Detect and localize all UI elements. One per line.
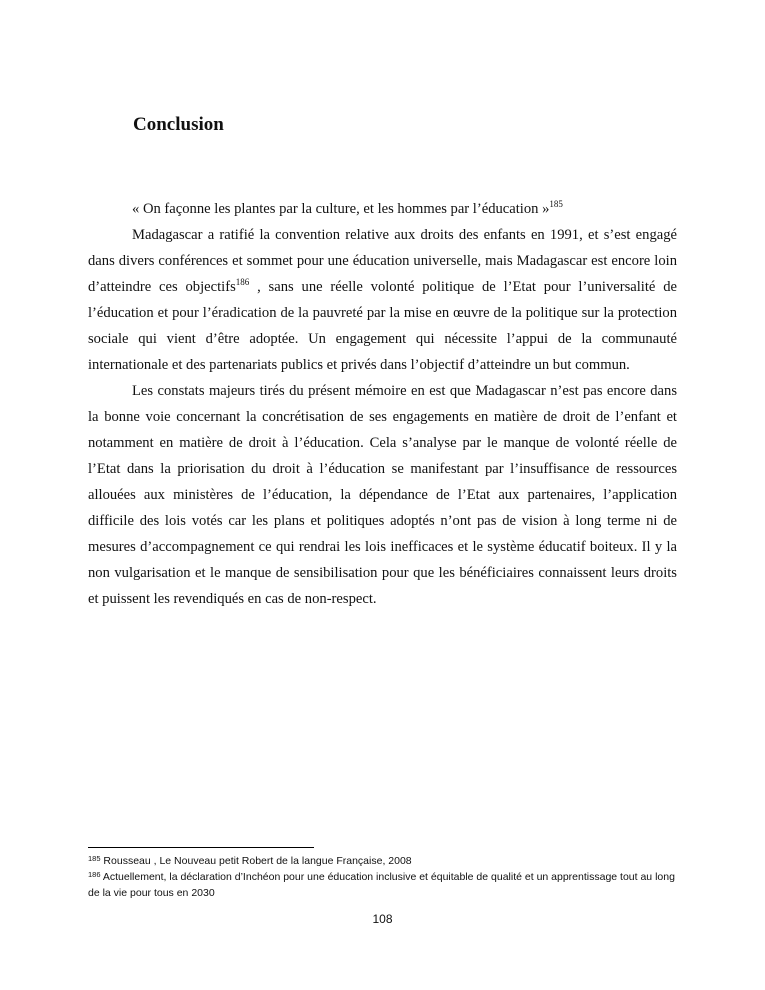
quote-text: « On façonne les plantes par la culture, et les hommes par l’éducation »	[132, 201, 550, 217]
footnote-text: Actuellement, la déclaration d’Inchéon pour une éducation inclusive et équitable de qualité et un apprentissage tout au long de la vie pour tous en 2030	[88, 871, 675, 899]
footnote-number: 186	[88, 870, 101, 879]
body-text	[88, 196, 677, 612]
footnotes	[88, 853, 680, 901]
footnote-ref-186[interactable]: 186	[235, 277, 250, 287]
footnote-ref-185[interactable]: 185	[549, 199, 563, 209]
section-heading: Conclusion	[133, 114, 224, 135]
footnote-186	[88, 869, 680, 901]
footnote-185	[88, 853, 680, 869]
footnote-number: 185	[88, 854, 101, 863]
paragraph-1-part-1: Madagascar a ratifié la convention relative aux droits des enfants en 1991, et s’est engagé dans divers conférences et sommet pour une éducation universelle, mais Madagascar est encore loin d’atteindre ces objectifs	[88, 227, 677, 295]
paragraph-2: Les constats majeurs tirés du présent mémoire en est que Madagascar n’est pas encore dans la bonne voie concernant la concrétisation de ses engagements en matière de droit de l’enfant et notamment en matière de droit à l’éducation. Cela s’analyse par le manque de volonté réelle de l’Etat dans la priorisation du droit à l’éducation se manifestant par l’insuffisance de ressources allouées aux ministères de l’éducation, la dépendance de l’Etat aux partenaires, l’application difficile des lois votés car les plans et politiques adoptés n’ont pas de vision à long terme ni de mesures d’accompagnement ce qui rendrai les lois inefficaces et le système éducatif boiteux. Il y la non vulgarisation et le manque de sensibilisation pour que les bénéficiaires connaissent leurs droits et puissent les revendiqués en cas de non-respect.	[88, 383, 677, 607]
epigraph-quote	[88, 196, 677, 222]
footnote-separator	[88, 847, 314, 848]
paragraph-1-part-2: , sans une réelle volonté politique de l’Etat pour l’universalité de l’éducation et pour l’éradication de la pauvreté par la mise en œuvre de la politique sur la protection sociale qui vient d’être adoptée. Un engagement qui nécessite l’appui de la communauté internationale et des partenariats publics et privés dans l’objectif d’atteindre un but commun.	[88, 279, 677, 373]
footnote-text: Rousseau , Le Nouveau petit Robert de la langue Française, 2008	[100, 855, 412, 867]
paragraph-1	[88, 222, 677, 378]
page-number: 108	[372, 912, 393, 926]
